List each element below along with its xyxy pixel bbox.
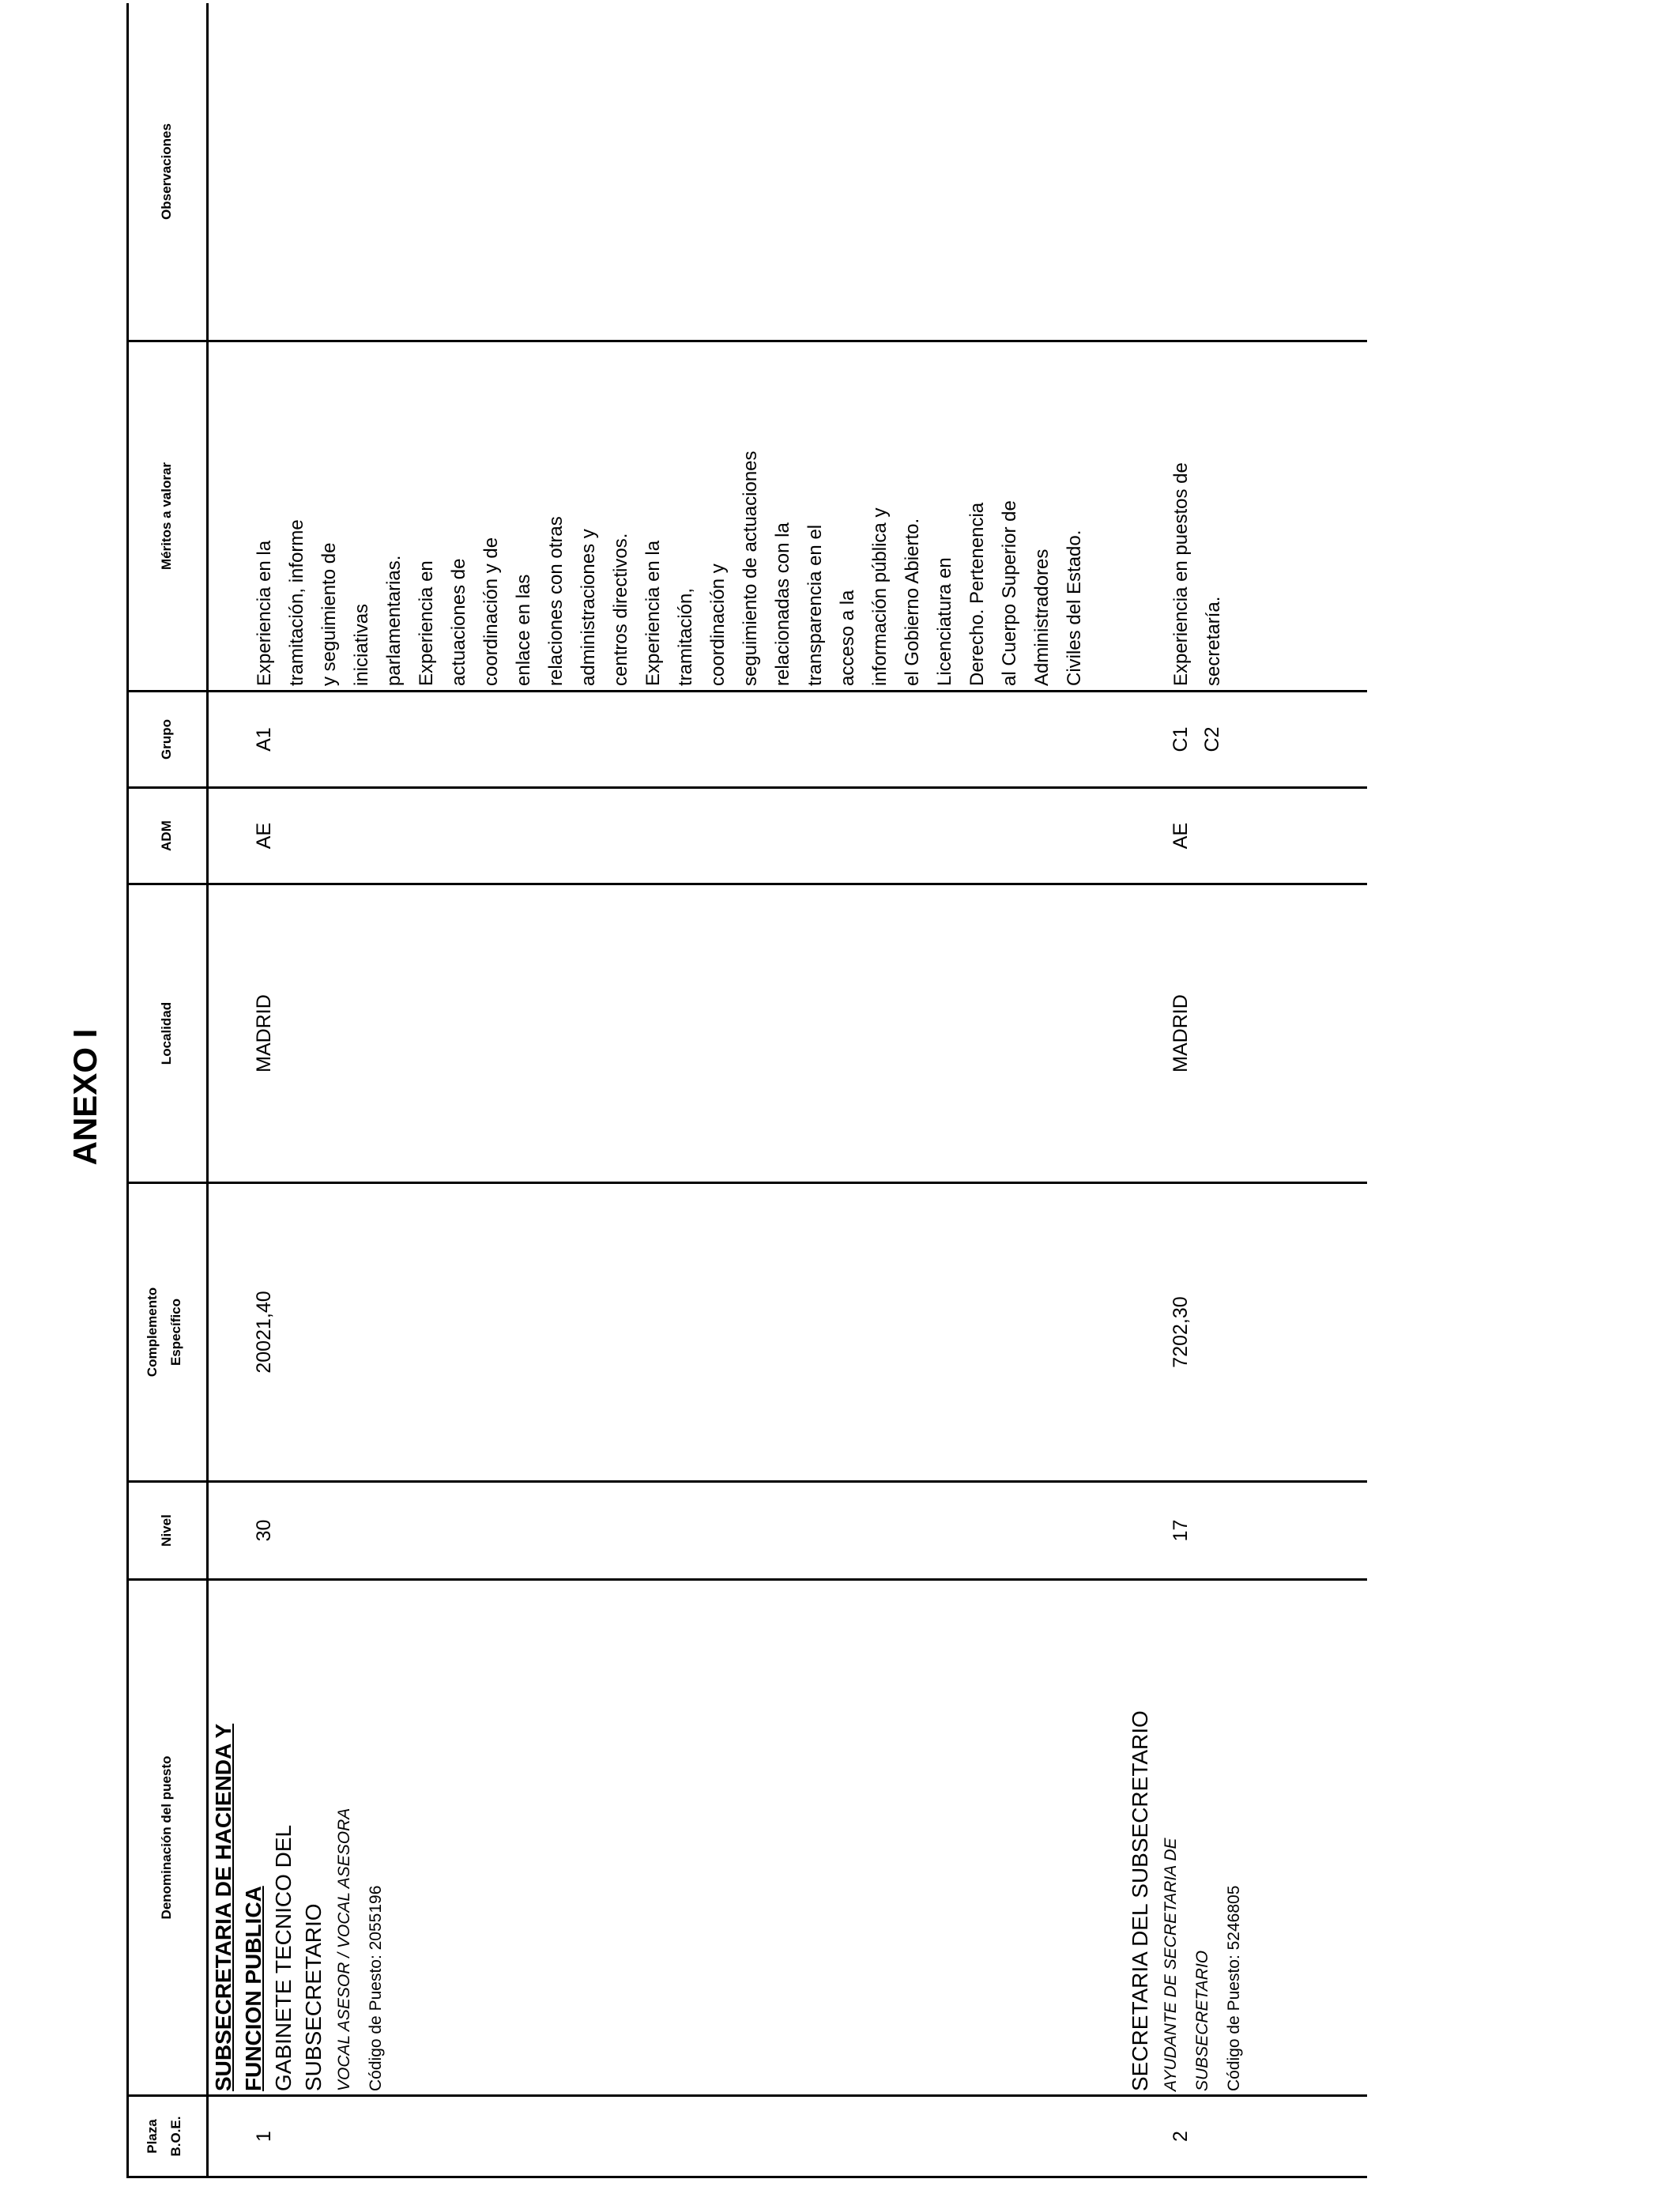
row1-merit-line: Experiencia en la <box>642 540 664 686</box>
row1-merit-line: Experiencia en <box>416 560 437 686</box>
row1-merit-line: enlace en las <box>513 574 534 686</box>
row1-plaza: 1 <box>253 2131 275 2142</box>
row1-merit-line: seguimiento de actuaciones <box>740 450 761 686</box>
row2-grupo <box>1165 692 1228 786</box>
row1-merit-line: administraciones y <box>578 529 599 686</box>
row1-denominacion <box>209 1585 392 2091</box>
row1-merit-line: iniciativas <box>351 603 372 686</box>
row1-merit-line: Licenciatura en <box>934 557 955 686</box>
row1-merit-line: Administradores <box>1031 548 1053 686</box>
row1-merit-line: centros directivos. <box>610 533 631 686</box>
row1-grupo: A1 <box>253 727 275 752</box>
header-plaza-line1: Plaza <box>145 2119 160 2154</box>
header-nivel: Nivel <box>159 1514 174 1547</box>
header-complemento <box>141 1184 188 1480</box>
document-title: ANEXO I <box>66 1028 104 1166</box>
row2-complemento: 7202,30 <box>1170 1296 1192 1368</box>
row2-localidad: MADRID <box>1170 994 1192 1072</box>
row1-merit-line: tramitación, informe <box>286 519 307 686</box>
header-meritos: Méritos a valorar <box>159 462 174 571</box>
row1-merit-line: relaciones con otras <box>545 516 567 686</box>
row2-denominacion <box>1125 1585 1250 2091</box>
row1-merit-line: Experiencia en la <box>254 540 275 686</box>
row1-unit-line1: GABINETE TECNICO DEL <box>271 1824 296 2091</box>
row1-code: Código de Puesto: 2055196 <box>367 1885 385 2091</box>
row1-section-line1: SUBSECRETARIA DE HACIENDA Y <box>211 1723 235 2091</box>
row2-code: Código de Puesto: 5246805 <box>1225 1885 1243 2091</box>
header-denominacion: Denominación del puesto <box>159 1755 174 1920</box>
row2-grupo-1: C1 <box>1170 726 1192 752</box>
header-complemento-line2: Específico <box>168 1298 183 1367</box>
header-plaza-line2: B.O.E. <box>168 2116 183 2157</box>
header-adm: ADM <box>159 820 174 851</box>
row1-localidad: MADRID <box>253 994 275 1072</box>
row1-merit-line: parlamentarias. <box>383 555 405 686</box>
header-complemento-line1: Complemento <box>145 1287 160 1378</box>
header-localidad: Localidad <box>159 1001 174 1065</box>
row1-job: VOCAL ASESOR / VOCAL ASESORA <box>335 1808 353 2091</box>
row1-merit-line: Derecho. Pertenencia <box>966 502 988 686</box>
row1-complemento: 20021,40 <box>253 1291 275 1374</box>
row2-meritos <box>1165 346 1230 686</box>
col-divider-8 <box>126 340 1367 342</box>
header-plaza <box>141 2097 188 2176</box>
row1-meritos <box>248 346 1090 686</box>
row1-merit-line: actuaciones de <box>448 558 469 686</box>
row1-merit-line: transparencia en el <box>804 524 826 686</box>
row1-unit-line2: SUBSECRETARIO <box>301 1903 326 2091</box>
header-observaciones: Observaciones <box>159 123 174 220</box>
table-top-border <box>126 3 129 2178</box>
row2-merit-line: Experiencia en puestos de <box>1170 462 1192 686</box>
row2-grupo-2: C2 <box>1201 726 1223 752</box>
row1-merit-line: al Cuerpo Superior de <box>999 500 1020 686</box>
row2-job-line1: AYUDANTE DE SECRETARIA DE <box>1162 1838 1180 2091</box>
row2-unit: SECRETARIA DEL SUBSECRETARIO <box>1128 1710 1152 2091</box>
row2-adm: AE <box>1170 822 1192 850</box>
row1-merit-line: Civiles del Estado. <box>1064 530 1085 686</box>
row1-merit-line: relacionadas con la <box>772 522 793 686</box>
col-divider-2 <box>126 1578 1367 1581</box>
row2-plaza: 2 <box>1170 2131 1192 2142</box>
row1-merit-line: tramitación, <box>675 587 696 686</box>
header-grupo: Grupo <box>159 719 174 760</box>
row2-nivel: 17 <box>1170 1519 1192 1542</box>
positions-table <box>126 3 1367 2178</box>
row1-merit-line: coordinación y <box>707 564 729 686</box>
row2-job-line2: SUBSECRETARIO <box>1193 1950 1211 2091</box>
row1-merit-line: acceso a la <box>837 590 858 686</box>
table-left-border <box>126 2176 1367 2178</box>
row2-merit-line: secretaría. <box>1203 596 1224 686</box>
row1-adm: AE <box>253 822 275 850</box>
row1-section-line2: FUNCION PUBLICA <box>241 1886 266 2091</box>
row1-merit-line: coordinación y de <box>480 537 502 686</box>
row1-merit-line: el Gobierno Abierto. <box>902 518 923 686</box>
row1-merit-line: y seguimiento de <box>318 542 340 686</box>
row1-nivel: 30 <box>253 1519 275 1542</box>
row1-merit-line: información pública y <box>869 507 891 686</box>
